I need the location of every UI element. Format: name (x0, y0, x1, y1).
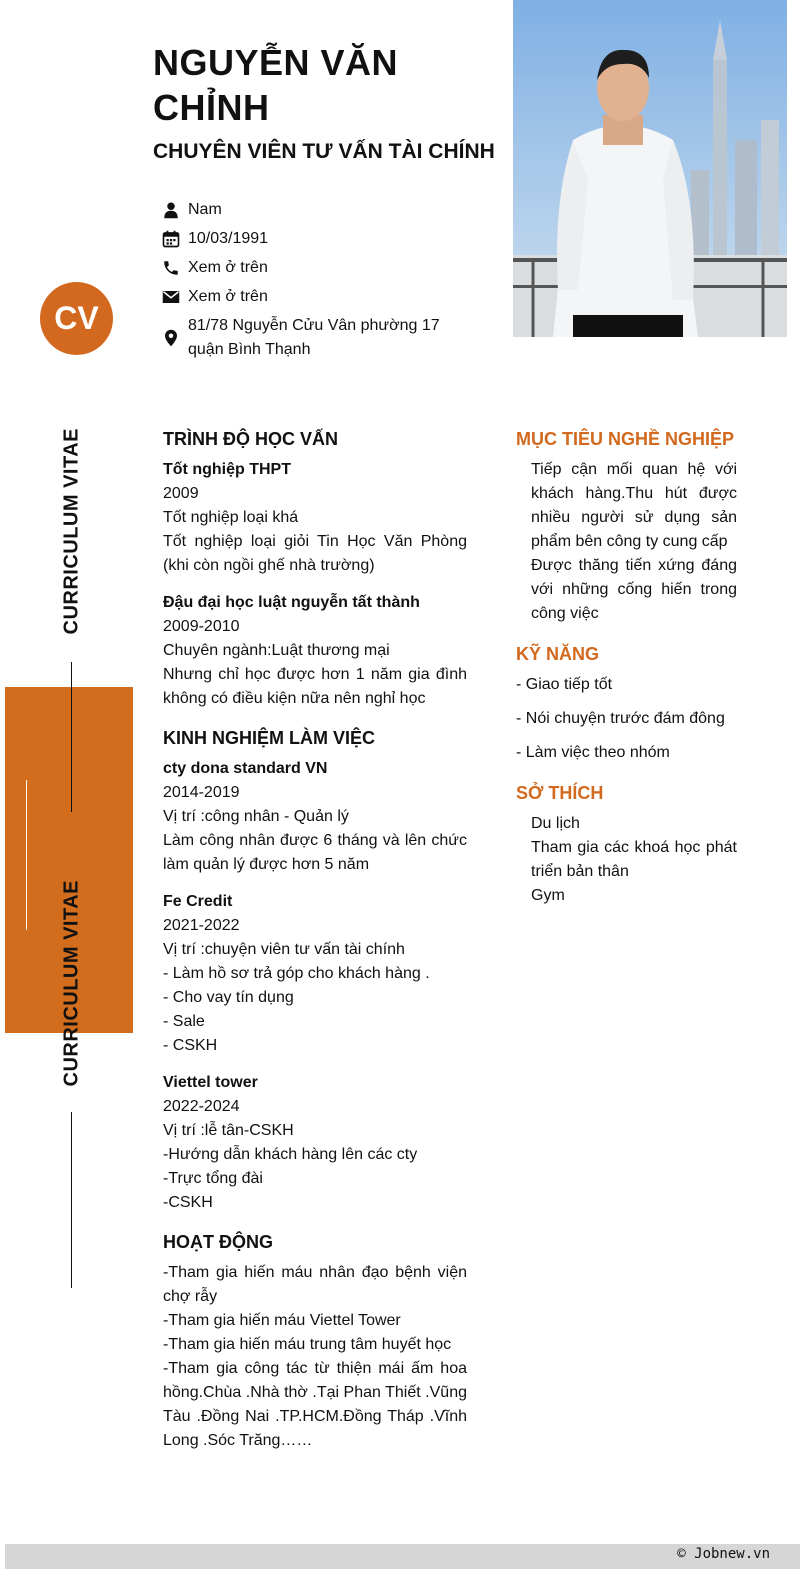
activity-line: -Tham gia hiến máu Viettel Tower (163, 1312, 401, 1329)
candidate-name: NGUYỄN VĂN CHỈNH (153, 42, 399, 128)
entry-line: Vị trí :chuyện viên tư vấn tài chính (163, 941, 405, 958)
hobbies-list (516, 812, 737, 908)
entry-heading: cty dona standard VN (163, 760, 328, 777)
activity-line: -Tham gia công tác từ thiện mái ấm hoa hồng.Chùa .Nhà thờ .Tại Phan Thiết .Vũng Tàu .Đồng Nai .TP.HCM.Đồng Tháp .Vĩnh Long .Sóc Trăng…… (163, 1360, 467, 1449)
job-title: CHUYÊN VIÊN TƯ VẤN TÀI CHÍNH (153, 140, 495, 163)
education-entry (163, 458, 467, 578)
footer-bar (5, 1544, 800, 1569)
envelope-icon (162, 285, 188, 309)
email-value: Xem ở trên (188, 288, 268, 305)
skills-list (516, 673, 737, 765)
address-value: 81/78 Nguyễn Cửu Vân phường 17 quận Bình Thạnh (188, 317, 440, 358)
contact-address (162, 314, 462, 362)
entry-heading: Đậu đại học luật nguyễn tất thành (163, 594, 420, 611)
hobbies-title: SỞ THÍCH (516, 783, 604, 803)
entry-line: 2014-2019 (163, 784, 240, 801)
objective-title: MỤC TIÊU NGHỀ NGHIỆP (516, 429, 735, 449)
skill-item: - Nói chuyện trước đám đông (516, 710, 725, 727)
location-pin-icon (162, 314, 188, 362)
side-column (516, 425, 737, 908)
side-line-1 (71, 662, 72, 812)
experience-title: KINH NGHIỆM LÀM VIỆC (163, 728, 376, 748)
skill-item: - Làm việc theo nhóm (516, 744, 670, 761)
entry-line: - Cho vay tín dụng (163, 989, 294, 1006)
phone-icon (162, 256, 188, 280)
contact-info (162, 198, 462, 367)
profile-photo (513, 0, 787, 337)
calendar-icon (162, 227, 188, 251)
experience-entry (163, 890, 467, 1058)
hobby-item: Gym (531, 887, 565, 904)
entry-line: Tốt nghiệp loại giỏi Tin Học Văn Phòng (khi còn ngồi ghế nhà trường) (163, 533, 467, 574)
entry-line: Chuyên ngành:Luật thương mại (163, 642, 390, 659)
entry-heading: Viettel tower (163, 1074, 258, 1091)
cv-badge: CV (40, 282, 113, 355)
hobby-item: Tham gia các khoá học phát triển bản thân (531, 839, 737, 880)
footer-credit: © Jobnew.vn (677, 1546, 770, 1562)
experience-entry (163, 1071, 467, 1215)
entry-line: 2009-2010 (163, 618, 240, 635)
entry-heading: Tốt nghiệp THPT (163, 461, 291, 478)
entry-line: -CSKH (163, 1194, 213, 1211)
main-column (163, 425, 467, 1466)
entry-line: Vị trí :công nhân - Quản lý (163, 808, 349, 825)
entry-line: - CSKH (163, 1037, 218, 1054)
activities-list (163, 1261, 467, 1453)
entry-heading: Fe Credit (163, 893, 233, 910)
vertical-label-top: CURRICULUM VITAE (60, 427, 83, 635)
entry-line: - Làm hồ sơ trả góp cho khách hàng . (163, 965, 430, 982)
contact-phone (162, 256, 462, 280)
contact-dob (162, 227, 462, 251)
hobby-item: Du lịch (531, 815, 580, 832)
objective-line: Tiếp cận mối quan hệ với khách hàng.Thu hút được nhiều người sử dụng sản phẩm bên công ty cung cấp (531, 461, 737, 550)
entry-line: Tốt nghiệp loại khá (163, 509, 299, 526)
gender-value: Nam (188, 201, 222, 218)
entry-line: Làm công nhân được 6 tháng và lên chức làm quản lý được hơn 5 năm (163, 832, 467, 873)
education-entry (163, 591, 467, 711)
dob-value: 10/03/1991 (188, 230, 269, 247)
entry-line: 2009 (163, 485, 199, 502)
skills-title: KỸ NĂNG (516, 644, 600, 664)
entry-line: Vị trí :lễ tân-CSKH (163, 1122, 294, 1139)
activities-title: HOẠT ĐỘNG (163, 1232, 273, 1252)
contact-email (162, 285, 462, 309)
entry-line: - Sale (163, 1013, 205, 1030)
contact-gender (162, 198, 462, 222)
activity-line: -Tham gia hiến máu nhân đạo bệnh viện chợ rẫy (163, 1264, 467, 1305)
entry-line: -Hướng dẫn khách hàng lên các cty (163, 1146, 418, 1163)
entry-line: -Trực tổng đài (163, 1170, 263, 1187)
skill-item: - Giao tiếp tốt (516, 676, 613, 693)
objective-line: Được thăng tiến xứng đáng với những cống hiến trong công việc (531, 557, 737, 622)
side-line-2 (71, 1112, 72, 1288)
side-line-white (26, 780, 27, 930)
entry-line: 2021-2022 (163, 917, 240, 934)
entry-line: 2022-2024 (163, 1098, 240, 1115)
objective-text (516, 458, 737, 626)
entry-line: Nhưng chỉ học được hơn 1 năm gia đình không có điều kiện nữa nên nghỉ học (163, 666, 467, 707)
experience-entry (163, 757, 467, 877)
education-title: TRÌNH ĐỘ HỌC VẤN (163, 429, 338, 449)
vertical-label-bottom: CURRICULUM VITAE (60, 879, 83, 1087)
activity-line: -Tham gia hiến máu trung tâm huyết học (163, 1336, 452, 1353)
phone-value: Xem ở trên (188, 259, 268, 276)
person-icon (162, 198, 188, 222)
